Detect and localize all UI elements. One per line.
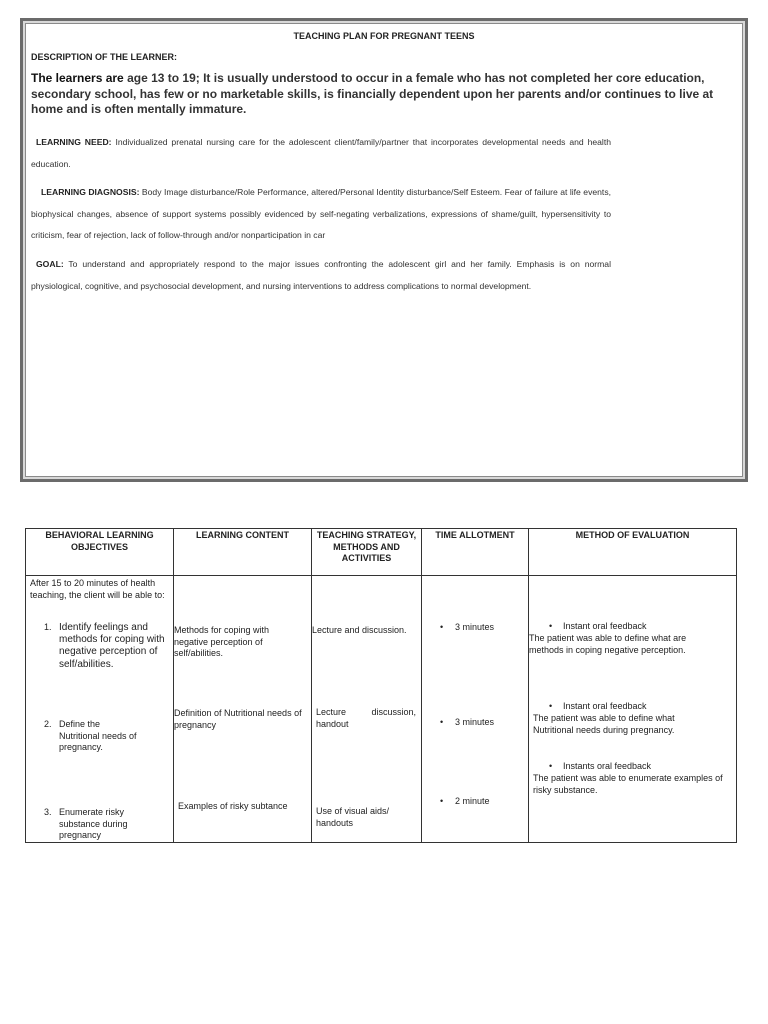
learning-diagnosis-text: Body Image disturbance/Role Performance, altered/Personal Identity disturbance/Self Esteem. Fear of failure at life events, biophysical changes, absence of support systems possibly evidenced by self-negating verbalizations, expressions of shame/guilt, hypersensitivity to criticism, fear of rejection, lack of follow-through and/or nonparticipation in car — [31, 187, 612, 240]
evaluation-2-bullet: Instant oral feedback — [563, 701, 647, 711]
evaluation-3-bullet: Instants oral feedback — [563, 761, 652, 771]
strategy-1: Lecture and discussion. — [312, 625, 407, 635]
learning-need-text: Individualized prenatal nursing care for the adolescent client/family/partner that incorporates developmental needs and health education. — [31, 137, 612, 169]
time-3: 2 minute — [455, 796, 490, 806]
learning-need-label: LEARNING NEED: — [36, 137, 112, 147]
header-objectives: BEHAVIORAL LEARNING OBJECTIVES — [26, 529, 174, 576]
learning-need-paragraph — [31, 132, 611, 175]
bullet-icon: • — [440, 622, 444, 632]
objective-1-number: 1. — [44, 622, 52, 632]
learning-diagnosis-label: LEARNING DIAGNOSIS: — [41, 187, 140, 197]
table-header-row — [26, 529, 737, 576]
evaluation-3-text: The patient was able to enumerate examples of risky substance. — [533, 773, 723, 795]
content-3: Examples of risky subtance — [178, 801, 288, 811]
bullet-icon: • — [549, 761, 553, 771]
goal-paragraph — [31, 254, 611, 297]
objectives-intro: After 15 to 20 minutes of health teaching, the client will be able to: — [30, 578, 165, 600]
header-time: TIME ALLOTMENT — [422, 529, 529, 576]
strategy-2-line — [316, 707, 416, 730]
objective-3-text: Enumerate risky substance during pregnancy — [59, 807, 128, 840]
time-1: 3 minutes — [455, 622, 495, 632]
evaluation-cell — [529, 576, 737, 843]
bullet-icon: • — [549, 621, 553, 631]
objective-2-number: 2. — [44, 719, 52, 729]
description-lead: The learners are — [31, 71, 128, 85]
content-1: Methods for coping with negative perception of self/abilities. — [174, 625, 270, 658]
table-row — [26, 576, 737, 843]
evaluation-1-bullet: Instant oral feedback — [563, 621, 647, 631]
header-content: LEARNING CONTENT — [174, 529, 312, 576]
strategy-3: Use of visual aids/ handouts — [316, 806, 390, 828]
header-evaluation: METHOD OF EVALUATION — [529, 529, 737, 576]
learner-description-box — [20, 18, 748, 482]
strategy-2: Lecture discussion, handout — [316, 707, 416, 729]
objective-2-text: Define the Nutritional needs of pregnancy. — [59, 719, 137, 752]
content-cell — [174, 576, 312, 843]
description-body: age 13 to 19; It is usually understood to occur in a female who has not completed her core education, secondary school, has few or no marketable skills, is financially dependent upon her parents and/or continues to live at home and is often mentally immature. — [31, 71, 714, 116]
description-text — [31, 71, 736, 118]
bullet-icon: • — [549, 701, 553, 711]
objectives-cell — [26, 576, 174, 843]
goal-label: GOAL: — [36, 259, 64, 269]
header-strategy: TEACHING STRATEGY, METHODS AND ACTIVITIES — [312, 529, 422, 576]
document-title: TEACHING PLAN FOR PREGNANT TEENS — [293, 31, 475, 41]
learning-diagnosis-paragraph — [31, 182, 611, 247]
evaluation-1-text: The patient was able to define what are methods in coping negative perception. — [529, 633, 687, 655]
evaluation-2-text: The patient was able to define what Nutritional needs during pregnancy. — [533, 713, 675, 735]
teaching-plan-table — [25, 528, 737, 843]
strategy-cell — [312, 576, 422, 843]
time-cell — [422, 576, 529, 843]
objective-1-text: Identify feelings and methods for coping with negative perception of self/abilities. — [59, 622, 165, 670]
goal-text: To understand and appropriately respond to the major issues confronting the adolescent girl and her family. Emphasis is on normal physiological, cognitive, and psychosocial development, and nursing interventions to address complications to normal development. — [31, 259, 611, 291]
time-2: 3 minutes — [455, 717, 495, 727]
description-label: DESCRIPTION OF THE LEARNER: — [31, 52, 178, 62]
bullet-icon: • — [440, 796, 444, 806]
bullet-icon: • — [440, 717, 444, 727]
content-2: Definition of Nutritional needs of pregnancy — [174, 708, 302, 730]
objective-3-number: 3. — [44, 807, 52, 817]
